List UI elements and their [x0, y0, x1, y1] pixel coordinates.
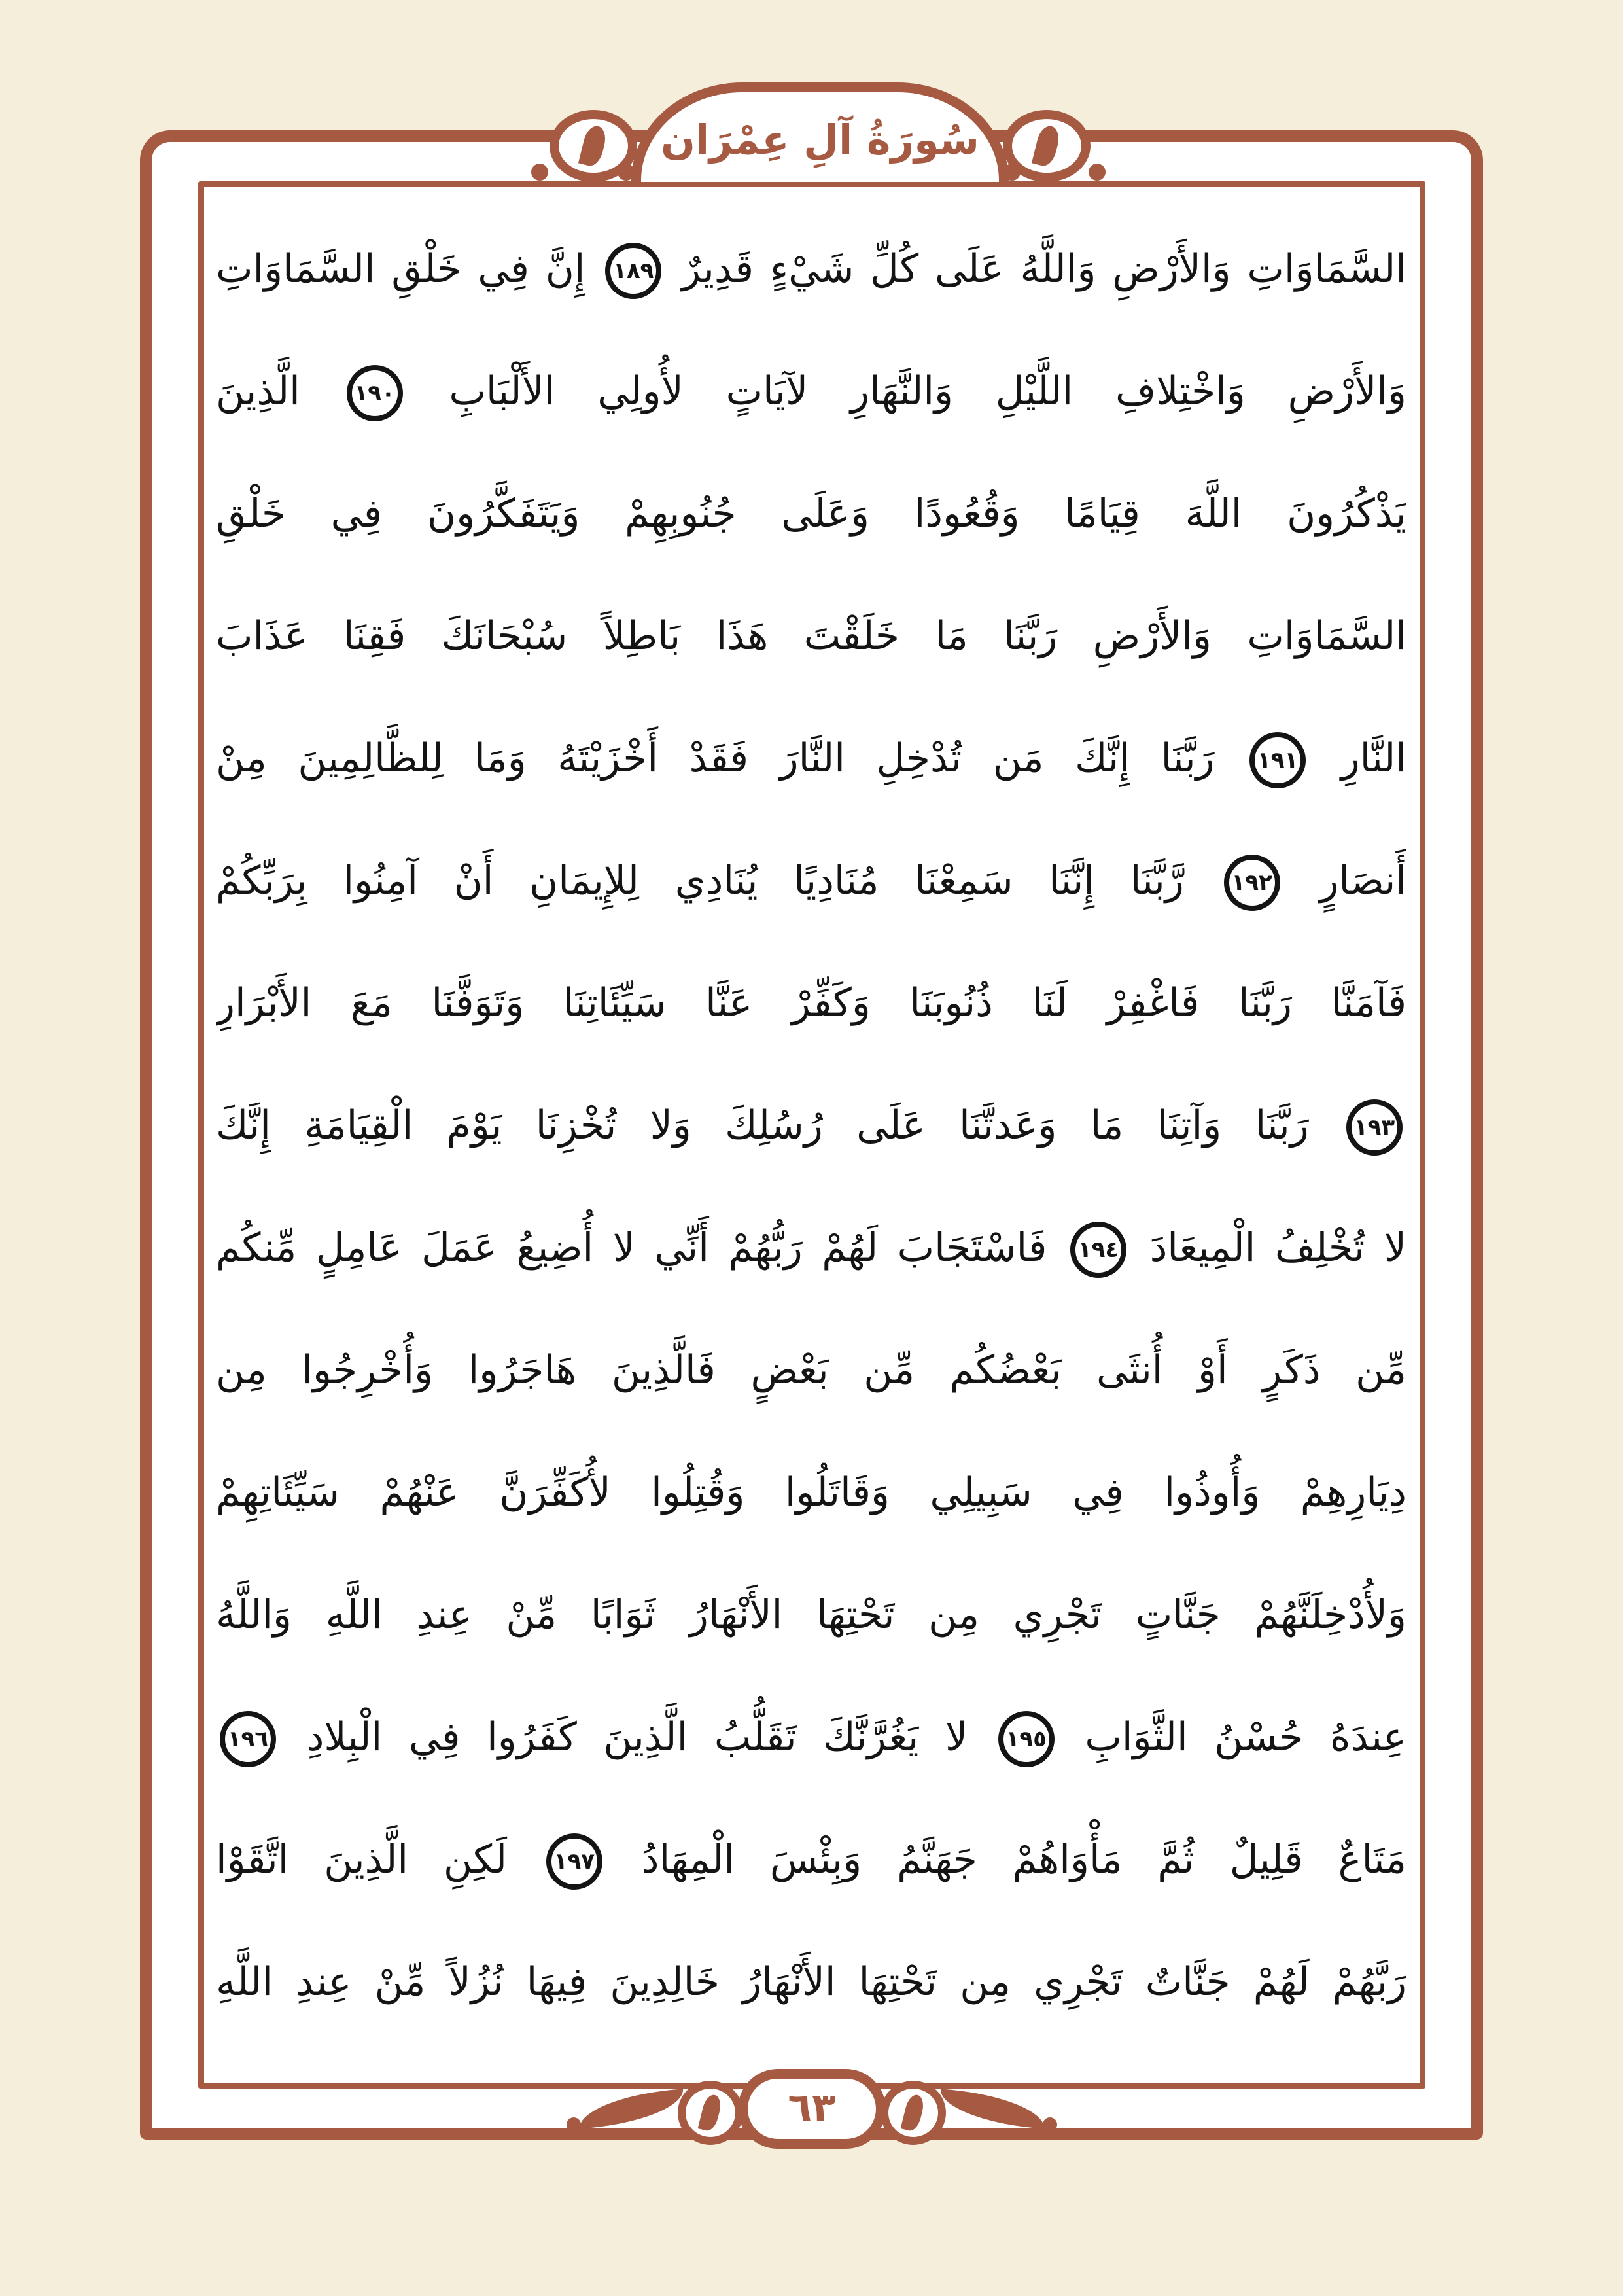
verse-text: رَّبَّنَا إِنَّنَا سَمِعْنَا مُنَادِيًا يُنَادِي لِلإِيمَانِ أَنْ آمِنُوا بِرَبِّكُمْ [216, 858, 1220, 904]
verse-text: رَبَّهُمْ لَهُمْ جَنَّاتٌ تَجْرِي مِن تَحْتِهَا الأَنْهَارُ خَالِدِينَ فِيهَا نُزُلاً مِّنْ عِندِ اللَّهِ [216, 1959, 1406, 2005]
verse-text: السَّمَاوَاتِ وَالأَرْضِ رَبَّنَا مَا خَلَقْتَ هَذَا بَاطِلاً سُبْحَانَكَ فَقِنَا عَذَابَ [216, 613, 1406, 659]
ayah-number: ١٩١ [1257, 747, 1299, 774]
ayah-number: ١٩٢ [1231, 870, 1272, 896]
verse-text: أَنصَارٍ [1283, 858, 1406, 904]
quran-line [216, 1554, 1406, 1676]
verse-text: لا يَغُرَّنَّكَ تَقَلُّبُ الَّذِينَ كَفَرُوا فِي الْبِلادِ [280, 1714, 994, 1760]
quran-line [216, 1187, 1406, 1309]
ayah-marker [1249, 732, 1306, 788]
ornament-dot [1043, 2117, 1057, 2132]
verse-text: النَّارِ [1310, 735, 1406, 781]
verse-text: مَتَاعٌ قَلِيلٌ ثُمَّ مَأْوَاهُمْ جَهَنَّمُ وَبِئْسَ الْمِهَادُ [606, 1837, 1406, 1882]
quran-line [216, 1432, 1406, 1554]
quran-line [216, 1309, 1406, 1432]
ayah-number: ١٩٥ [1005, 1726, 1047, 1753]
verse-text: رَبَّنَا إِنَّكَ مَن تُدْخِلِ النَّارَ فَقَدْ أَخْزَيْتَهُ وَمَا لِلظَّالِمِينَ مِنْ [216, 735, 1246, 781]
ayah-marker [1070, 1222, 1126, 1278]
ayah-marker [546, 1833, 602, 1890]
verse-text: يَذْكُرُونَ اللَّهَ قِيَامًا وَقُعُودًا وَعَلَى جُنُوبِهِمْ وَيَتَفَكَّرُونَ فِي خَلْقِ [216, 491, 1406, 537]
paisley-leaf-icon [901, 2093, 926, 2133]
quran-line [216, 1676, 1406, 1799]
ayah-number: ١٩٧ [553, 1848, 595, 1875]
verse-text: دِيَارِهِمْ وَأُوذُوا فِي سَبِيلِي وَقَاتَلُوا وَقُتِلُوا لأُكَفِّرَنَّ عَنْهُمْ سَيِّئَاتِهِمْ [216, 1470, 1406, 1515]
quran-line [216, 1065, 1406, 1187]
verse-text: لَكِنِ الَّذِينَ اتَّقَوْا [216, 1837, 542, 1882]
quran-line [216, 942, 1406, 1065]
ayah-marker [1346, 1099, 1403, 1156]
verse-text: السَّمَاوَاتِ وَالأَرْضِ وَاللَّهُ عَلَى كُلِّ شَيْءٍ قَدِيرٌ [665, 246, 1406, 292]
quran-line [216, 1921, 1406, 2043]
verse-text: إِنَّ فِي خَلْقِ السَّمَاوَاتِ [216, 246, 602, 292]
verse-text: فَآمَنَّا رَبَّنَا فَاغْفِرْ لَنَا ذُنُوبَنَا وَكَفِّرْ عَنَّا سَيِّئَاتِنَا وَتَوَفَّنَا مَعَ الأَبْرَارِ [216, 980, 1406, 1026]
ornament-dot [567, 2117, 581, 2132]
ornament-dot [1089, 164, 1106, 181]
verse-text: وَالأَرْضِ وَاخْتِلافِ اللَّيْلِ وَالنَّهَارِ لآيَاتٍ لأُولِي الأَلْبَابِ [406, 368, 1406, 414]
ayah-number: ١٩٦ [227, 1726, 269, 1753]
quran-line [216, 453, 1406, 575]
page-number: ٦٣ [788, 2085, 836, 2130]
header-medallion-right [1003, 110, 1091, 182]
ayah-marker [605, 243, 661, 299]
verse-text: فَاسْتَجَابَ لَهُمْ رَبُّهُمْ أَنِّي لا أُضِيعُ عَمَلَ عَامِلٍ مِّنكُم [216, 1225, 1067, 1271]
quran-line [216, 698, 1406, 820]
ayah-marker [998, 1711, 1055, 1767]
footer-medallion-right [881, 2081, 946, 2145]
paisley-leaf-icon [698, 2093, 724, 2133]
ornament-dot [531, 164, 548, 181]
header-medallion-left [550, 110, 637, 182]
verse-text: الَّذِينَ [216, 368, 343, 414]
ayah-number: ١٩٣ [1353, 1114, 1395, 1141]
verse-text: عِندَهُ حُسْنُ الثَّوَابِ [1058, 1714, 1406, 1760]
page-number-cartouche [738, 2069, 886, 2149]
footer-medallion-left [678, 2081, 743, 2145]
paisley-leaf-icon [578, 124, 608, 168]
surah-title: سُورَةُ آلِ عِمْرَان [661, 116, 980, 164]
quran-text [216, 208, 1406, 2060]
ayah-number: ١٩٤ [1077, 1237, 1119, 1263]
surah-title-cartouche [631, 82, 1009, 182]
verse-text: لا تُخْلِفُ الْمِيعَادَ [1130, 1225, 1406, 1271]
quran-line [216, 575, 1406, 698]
ayah-marker [347, 365, 403, 421]
paisley-leaf-icon [1032, 124, 1062, 168]
ayah-number: ١٨٩ [613, 258, 654, 285]
ayah-marker [1224, 855, 1280, 911]
ayah-number: ١٩٠ [354, 380, 395, 407]
quran-line [216, 1799, 1406, 1921]
verse-text: مِّن ذَكَرٍ أَوْ أُنثَى بَعْضُكُم مِّن بَعْضٍ فَالَّذِينَ هَاجَرُوا وَأُخْرِجُوا مِن [216, 1347, 1406, 1393]
ayah-marker [220, 1711, 276, 1767]
quran-line [216, 208, 1406, 330]
quran-line [216, 330, 1406, 453]
verse-text: وَلأُدْخِلَنَّهُمْ جَنَّاتٍ تَجْرِي مِن تَحْتِهَا الأَنْهَارُ ثَوَابًا مِّنْ عِندِ اللَّهِ وَاللَّهُ [216, 1592, 1406, 1638]
verse-text: رَبَّنَا وَآتِنَا مَا وَعَدتَّنَا عَلَى رُسُلِكَ وَلا تُخْزِنَا يَوْمَ الْقِيَامَةِ إِنَّكَ [216, 1103, 1342, 1148]
quran-line [216, 820, 1406, 942]
